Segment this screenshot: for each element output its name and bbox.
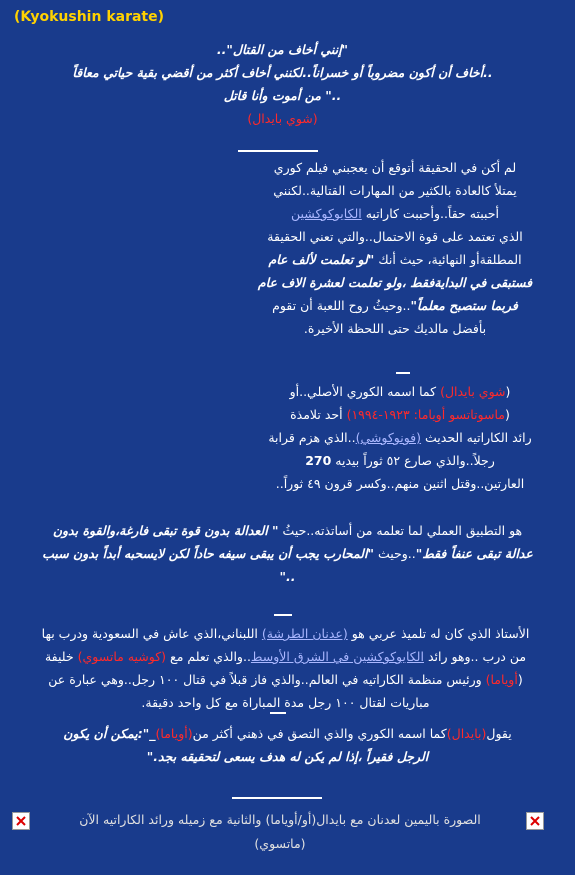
text-line: أحببته حقاً..وأحببت كاراتيه الكايوكوكشين — [291, 206, 499, 221]
divider — [396, 372, 410, 374]
text-line: مباريات لقتال ١٠٠ رجل مدة المباراة مع كل واحد دقيقة. — [141, 695, 430, 710]
text-line: عدالة تبقى عنفاً فقط"..وحيث "المحارب يجب أن يبقى سيفه حاداً لكن لايسحبه أبداً بدون سبب — [42, 546, 533, 561]
text-line: فستبقى في البدايةفقط ،ولو تعلمت لعشرة الاف عام — [257, 275, 533, 290]
kyokushin-link[interactable]: الكايوكوكشين — [291, 206, 362, 221]
text-line: بأفضل مالديك حتى اللحظة الأخيرة. — [303, 321, 487, 336]
quote-line-1: "إنني أخاف من القتال".. — [216, 42, 349, 57]
caption-line: الصورة باليمين لعدنان مع بايدال(أو/أوياما) والثانية مع زميله ورائد الكاراتيه الآن — [79, 812, 481, 827]
divider — [274, 614, 292, 616]
text-line: الرجل فقيراً ،إذا لم يكن له هدف يسعى لتحقيقه بجد." — [146, 749, 429, 764]
text-line: الأستاذ الذي كان له تلميذ عربي هو (عدنان الطرشة) اللبناني،الذي عاش في السعودية ودرب بها — [41, 626, 530, 641]
broken-image-icon[interactable] — [526, 812, 544, 830]
page-title: (Kyokushin karate) — [14, 9, 165, 25]
image-caption — [38, 808, 522, 856]
text-line: فربما ستصبح معلماً"..وحيثُ روح اللعبة أن تقوم — [272, 298, 518, 313]
divider — [238, 150, 318, 152]
arab-student-paragraph — [8, 622, 563, 714]
text-line: (أوياما) ورئيس منظمة الكاراتيه في العالم..والذي فاز قبلاً في قتال ١٠٠ رجل..وهي عبارة عن — [48, 672, 523, 687]
intro-paragraph — [240, 156, 550, 340]
closing-quote — [15, 722, 560, 768]
text-line: .." — [279, 569, 296, 584]
text-line: رائد الكاراتيه الحديث (فونوكوشي)..الذي هزم قرابة — [268, 430, 532, 445]
caption-line: (ماتسوي) — [254, 836, 306, 851]
quote-line-2: ..أخاف أن أكون مضروباً أو خسراناً..لكنني أخاف أكثر من أقضي بقية حياتي معاقاً — [72, 65, 493, 80]
text-line: المطلقةأو النهائية، حيث أنك "لو تعلمت لألف عام — [268, 252, 522, 267]
divider — [232, 797, 322, 799]
text-line: لم أكن في الحقيقة أتوقع أن يعجبني فيلم كوري — [273, 160, 517, 175]
opening-quote — [20, 38, 545, 130]
text-line: العارتين..وقتل اثنين منهم..وكسر قرون ٤٩ ثوراً.. — [275, 476, 525, 491]
adnan-link[interactable]: (عدنان الطرشة) — [261, 626, 348, 641]
funakoshi-link[interactable]: (فونوكوشي) — [355, 430, 422, 445]
middle-east-link[interactable]: الكايوكوكشين في الشرق الأوسط — [250, 649, 424, 664]
quote-author: (شوي بايدال) — [247, 111, 318, 126]
divider — [270, 712, 286, 714]
text-line: من درب ..وهو رائد الكايوكوكشين في الشرق الأوسط..والذي تعلم مع (كوشيه ماتسوي) خليفة — [44, 649, 527, 664]
quote-line-3: .." من أموت وأنا قاتل — [223, 88, 342, 103]
text-line: رجلاً..والذي صارع ٥٢ ثوراً بيديه 270 — [305, 453, 495, 468]
text-line: (شوي بايدال) كما اسمه الكوري الأصلي..أو — [289, 384, 511, 399]
broken-image-icon[interactable] — [12, 812, 30, 830]
text-line: (ماسوتاتسو أوياما: ١٩٢٣-١٩٩٤) أحد تلامذة — [290, 407, 510, 422]
text-line: هو التطبيق العملي لما تعلمه من أساتذته..حيثُ " العدالة بدون قوة تبقى فارغة،والقوة بدون — [52, 523, 523, 538]
justice-quote — [15, 519, 560, 588]
text-line: يمتلأ كالعادة بالكثير من المهارات القتالية..لكنني — [273, 183, 517, 198]
text-line: الذي تعتمد على قوة الاحتمال..والتي تعني الحقيقة — [267, 229, 523, 244]
text-line: يقول(بايدال)كما اسمه الكوري والذي التصق في ذهني أكثر من(أوياما)_":يمكن أن يكون — [63, 726, 512, 741]
master-paragraph — [240, 380, 560, 495]
